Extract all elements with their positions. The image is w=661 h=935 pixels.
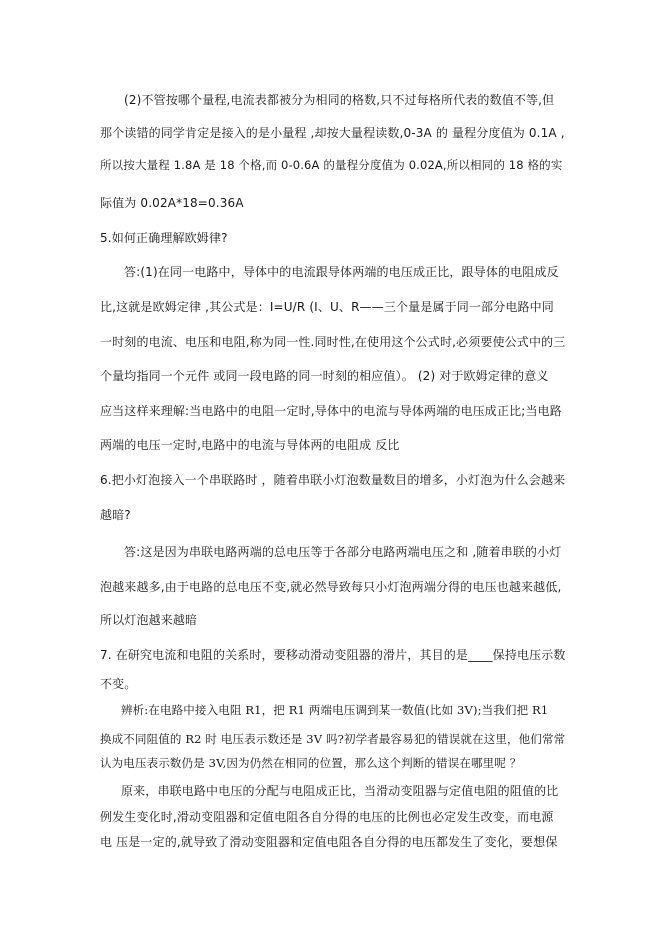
- text-line: 原来，串联电路中电压的分配与电阻成正比，当滑动变阻器与定值电阻的阻值的比: [121, 784, 559, 798]
- text-line: 个量均指同一个元件 或同一段电路的同一时刻的相应值）。 (2) 对于欧姆定律的意义: [100, 369, 549, 383]
- question-heading: 不变。: [100, 677, 137, 691]
- text-line: (2)不管按哪个量程,电流表都被分为相同的格数,只不过每格所代表的数值不等,但: [124, 93, 555, 107]
- text-line: 际值为 0.02A*18=0.36A: [100, 196, 244, 210]
- text-line: 例发生变化时,滑动变阻器和定值电阻各自分得的电压的比例也必定发生改变，而电源: [100, 810, 554, 824]
- text-line: 应当这样来理解:当电路中的电阻一定时,导体中的电流与导体两端的电压成正比;当电路: [100, 404, 562, 418]
- text-line: 一时刻的电流、电压和电阻,称为同一性.同时性,在使用这个公式时,必须要使公式中的三: [100, 335, 566, 349]
- text-line: 答:(1)在同一电路中，导体中的电流跟导体两端的电压成正比，跟导体的电阻成反: [124, 265, 559, 279]
- text-line: 所以按大量程 1.8A 是 18 个格,而 0-0.6A 的量程分度值为 0.02A,所以相同的 18 格的实: [100, 158, 563, 172]
- text-line: 两端的电压一定时,电路中的电流与导体两的电阻成 反比: [100, 438, 400, 452]
- text-line: 那个读错的同学肯定是接入的是小量程 ,却按大量程读数,0-3A 的 量程分度值为 0.1A ,: [100, 126, 565, 140]
- question-heading: 5.如何正确理解欧姆律?: [100, 231, 228, 245]
- text-line: 电 压是一定的,就导致了滑动变阻器和定值电阻各自分得的电压都发生了变化，要想保: [100, 835, 558, 849]
- question-heading: 7. 在研究电流和电阻的关系时，要移动滑动变阻器的滑片，其目的是____保持电压示数: [100, 648, 566, 662]
- question-heading: 6.把小灯泡接入一个串联路时 ，随着串联小灯泡数量数目的增多，小灯泡为什么会越来: [100, 473, 566, 487]
- text-line: 答:这是因为串联电路两端的总电压等于各部分电路两端电压之和 ,随着串联的小灯: [124, 545, 562, 559]
- question-heading: 越暗?: [100, 508, 131, 522]
- text-line: 认为电压表示数仍是 3V,因为仍然在相同的位置，那么这个判断的错误在哪里呢 ？: [100, 756, 522, 770]
- text-line: 比,这就是欧姆定律 ,其公式是：I=U/R (I、U、R——三个量是属于同一部分电路中同: [100, 300, 554, 314]
- text-line: 换成不同阻值的 R2 时 电压表示数还是 3V 吗?初学者最容易犯的错误就在这里，他们常常: [100, 732, 566, 746]
- text-line: 泡越来越多,由于电路的总电压不变,就必然导致每只小灯泡两端分得的电压也越来越低,: [100, 580, 562, 594]
- text-line: 所以灯泡越来越暗: [100, 613, 198, 627]
- text-line: 辨析:在电路中接入电阻 R1，把 R1 两端电压调到某一数值(比如 3V);当我们把 R1: [121, 703, 549, 717]
